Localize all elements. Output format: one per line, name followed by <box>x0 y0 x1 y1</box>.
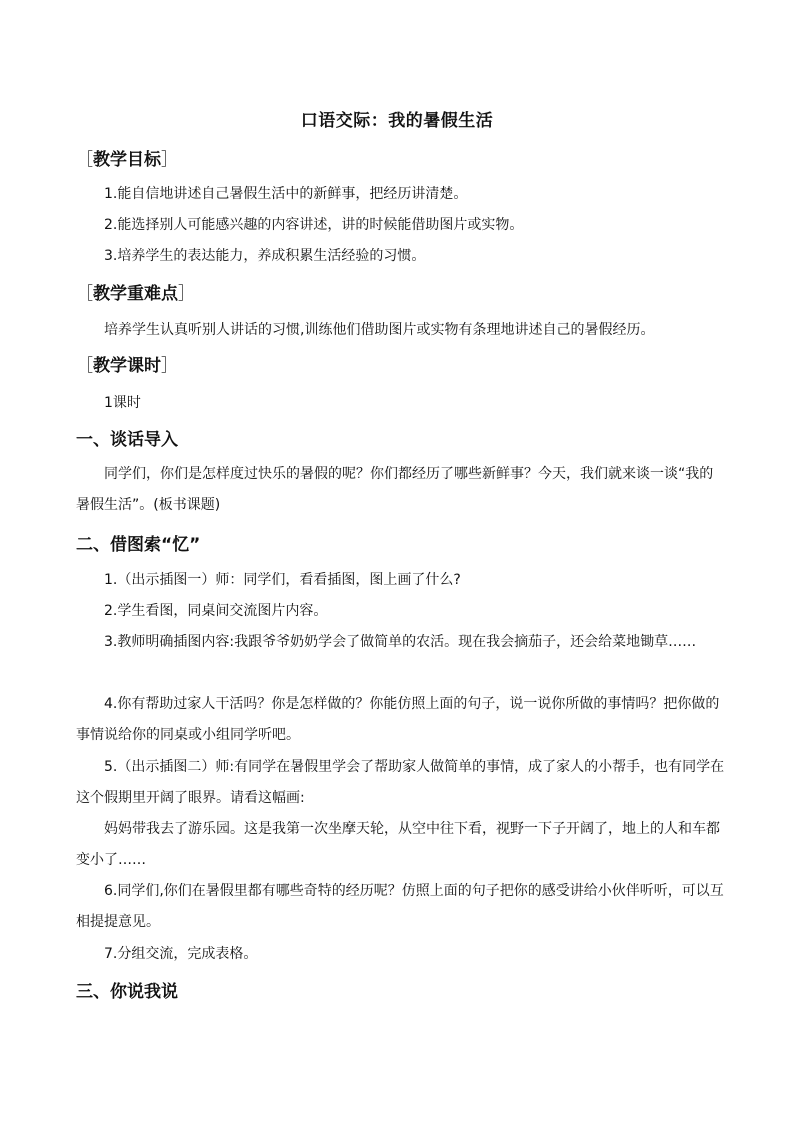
document-title: 口语交际：我的暑假生活 <box>300 111 494 131</box>
bracket-open: ［ <box>76 150 93 170</box>
part3-heading: 三、你说我说 <box>76 982 178 1002</box>
goal-item-2: 2.能选择别人可能感兴趣的内容讲述，讲的时候能借助图片或实物。 <box>104 217 524 233</box>
part2-item-7: 7.分组交流，完成表格。 <box>104 946 258 962</box>
bracket-close: ］ <box>161 356 178 376</box>
goal-item-1: 1.能自信地讲述自己暑假生活中的新鲜事，把经历讲清楚。 <box>104 186 468 202</box>
section-keypoints-label: 教学重难点 <box>93 284 178 304</box>
part2-item-3: 3.教师明确插图内容:我跟爷爷奶奶学会了做简单的农活。现在我会摘茄子，还会给菜地锄草…… <box>104 634 697 650</box>
part2-item-5: 5.（出示插图二）师:有同学在暑假里学会了帮助家人做简单的事情，成了家人的小帮手，也有同学在这个假期里开阔了眼界。请看这幅画: <box>76 759 725 806</box>
section-keypoints-heading <box>76 282 195 306</box>
section-goals-heading <box>76 148 178 172</box>
goal-item-3: 3.培养学生的表达能力，养成积累生活经验的习惯。 <box>104 248 426 264</box>
section-hours-label: 教学课时 <box>93 356 161 376</box>
part2-item-1: 1.（出示插图一）师：同学们，看看插图，图上画了什么? <box>104 572 461 588</box>
bracket-open: ［ <box>76 284 93 304</box>
part2-item-6: 6.同学们,你们在暑假里都有哪些奇特的经历呢？仿照上面的句子把你的感受讲给小伙伴听听，可以互相提提意见。 <box>76 883 724 930</box>
section-hours-heading <box>76 354 178 378</box>
part2-item-4: 4.你有帮助过家人干活吗？你是怎样做的？你能仿照上面的句子，说一说你所做的事情吗？把你做的事情说给你的同桌或小组同学听吧。 <box>76 696 720 743</box>
bracket-open: ［ <box>76 356 93 376</box>
bracket-close: ］ <box>178 284 195 304</box>
part2-item-2: 2.学生看图，同桌间交流图片内容。 <box>104 603 328 619</box>
hours-text: 1课时 <box>104 395 141 411</box>
bracket-close: ］ <box>161 150 178 170</box>
keypoints-text: 培养学生认真听别人讲话的习惯,训练他们借助图片或实物有条理地讲述自己的暑假经历。 <box>104 322 655 338</box>
section-goals-label: 教学目标 <box>93 150 161 170</box>
part1-heading: 一、谈话导入 <box>76 430 178 450</box>
part2-heading: 二、借图索“忆” <box>76 535 201 555</box>
part1-paragraph: 同学们，你们是怎样度过快乐的暑假的呢？你们都经历了哪些新鲜事？今天，我们就来谈一谈“我的暑假生活”。(板书课题) <box>76 466 714 513</box>
part2-item-5-example: 妈妈带我去了游乐园。这是我第一次坐摩天轮，从空中往下看，视野一下子开阔了，地上的人和车都变小了…… <box>76 821 720 868</box>
